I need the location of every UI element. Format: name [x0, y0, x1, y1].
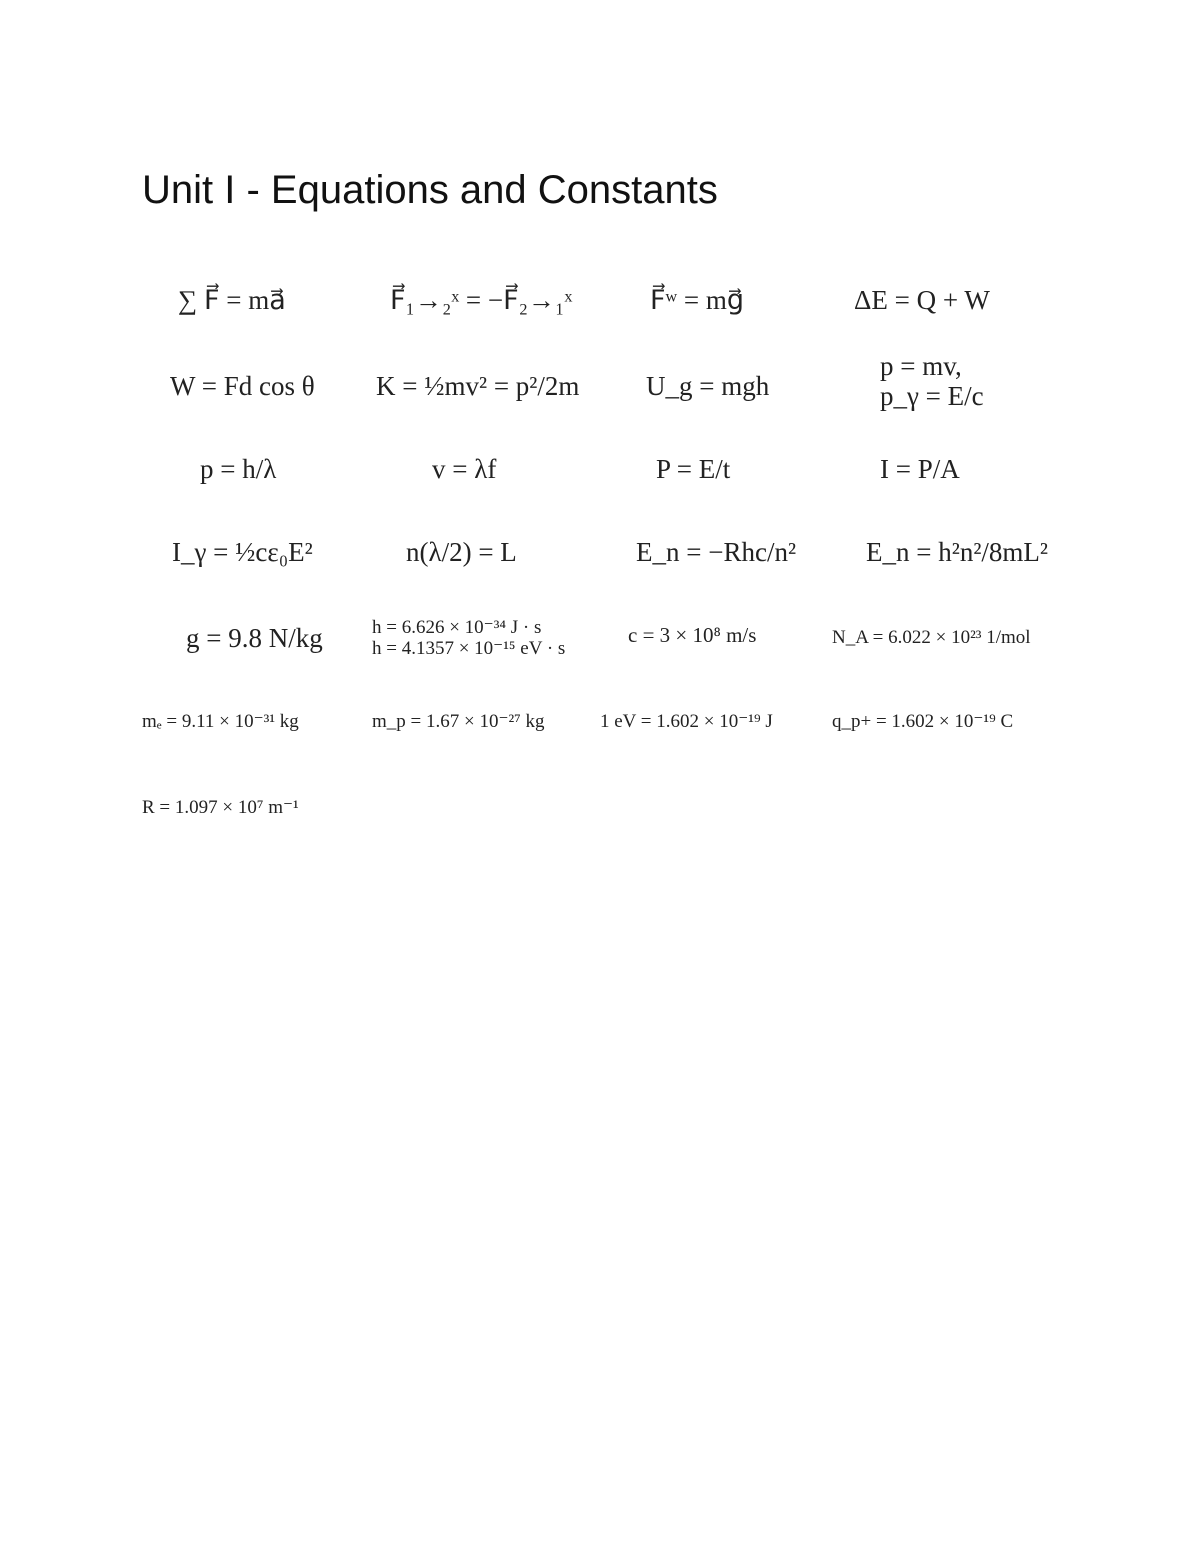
constant-planck-ev: h = 4.1357 × 10⁻¹⁵ eV · s [372, 637, 566, 659]
constant-gravity: g = 9.8 N/kg [186, 623, 323, 653]
equation-momentum-mass: p = mv, [880, 351, 962, 381]
equation-work: W = Fd cos θ [170, 371, 315, 401]
constant-electron-volt: 1 eV = 1.602 × 10⁻¹⁹ J [600, 711, 773, 732]
constant-speed-of-light: c = 3 × 10⁸ m/s [628, 623, 757, 647]
equation-kinetic-energy: K = ½mv² = p²/2m [376, 371, 580, 401]
equation-first-law-thermo: ΔE = Q + W [854, 285, 990, 315]
equation-gravitational-potential: U_g = mgh [646, 371, 770, 401]
equation-hydrogen-energy: E_n = −Rhc/n² [636, 537, 797, 567]
equation-newtons-second-law: ∑ F⃗ = ma⃗ [178, 285, 286, 315]
equation-weight: F⃗ʷ = mg⃗ [650, 285, 744, 315]
equation-momentum [880, 352, 984, 411]
equation-wave-speed: v = λf [432, 454, 497, 484]
constant-avogadro: N_A = 6.022 × 10²³ 1/mol [832, 627, 1031, 648]
constant-planck-joule: h = 6.626 × 10⁻³⁴ J · s [372, 617, 542, 638]
constant-elementary-charge: q_p+ = 1.602 × 10⁻¹⁹ C [832, 711, 1014, 732]
equation-light-intensity: I_γ = ½cε₀E² [172, 537, 313, 567]
equation-newtons-third-law: F⃗₁→₂ˣ = −F⃗₂→₁ˣ [390, 285, 573, 315]
equation-standing-wave: n(λ/2) = L [406, 537, 517, 567]
equation-particle-in-box: E_n = h²n²/8mL² [866, 537, 1048, 567]
equation-de-broglie: p = h/λ [200, 454, 277, 484]
equation-power: P = E/t [656, 454, 731, 484]
constant-rydberg: R = 1.097 × 10⁷ m⁻¹ [142, 797, 299, 818]
constant-planck [372, 618, 565, 660]
constant-electron-mass: mₑ = 9.11 × 10⁻³¹ kg [142, 711, 299, 732]
equation-momentum-photon: p_γ = E/c [880, 380, 984, 411]
page-title: Unit I - Equations and Constants [142, 168, 718, 212]
constant-proton-mass: m_p = 1.67 × 10⁻²⁷ kg [372, 711, 545, 732]
equation-intensity: I = P/A [880, 454, 960, 484]
